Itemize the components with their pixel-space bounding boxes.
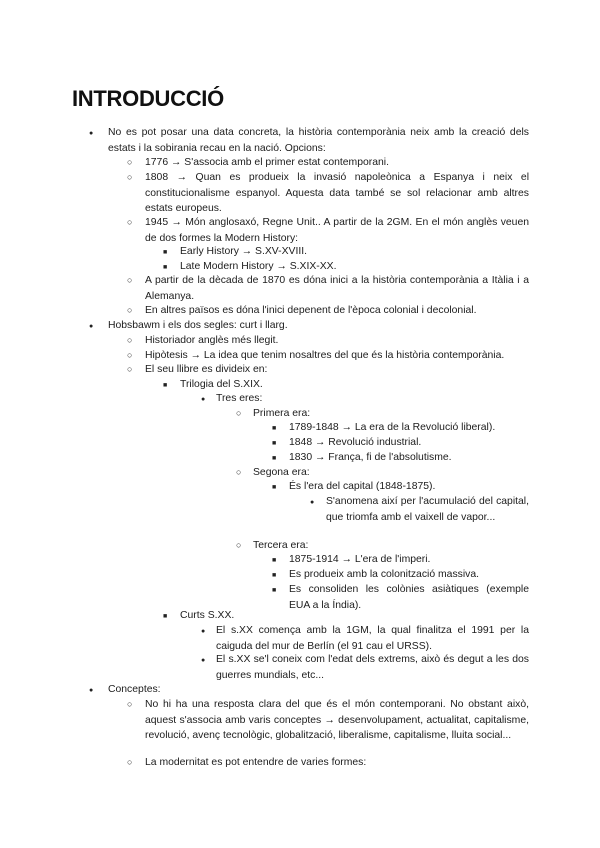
bullet-circle-icon	[127, 333, 132, 349]
list-item: Early History → S.XV-XVIII.	[180, 246, 308, 257]
list-item: Hipòtesis → La idea que tenim nosaltres del que és la història contemporània.	[145, 350, 505, 361]
bullet-circle-icon	[127, 155, 132, 171]
bullet-disc-icon	[89, 682, 93, 699]
list-item: Es produeix amb la colonització massiva.	[289, 569, 480, 580]
list-item: Curts S.XX.	[180, 610, 235, 621]
bullet-circle-icon	[236, 406, 241, 422]
bullet-circle-icon	[127, 755, 132, 771]
bullet-circle-icon	[236, 538, 241, 554]
bullet-circle-icon	[127, 273, 132, 289]
bullet-disc-icon	[201, 652, 205, 669]
list-item: 1875-1914 → L'era de l'imperi.	[289, 554, 431, 565]
list-item: 1848 → Revolució industrial.	[289, 437, 422, 448]
list-item: Tres eres:	[216, 393, 263, 404]
bullet-circle-icon	[127, 215, 132, 231]
bullet-circle-icon	[236, 465, 241, 481]
list-item: En altres països es dóna l'inici depenent de l'època colonial i decolonial.	[145, 305, 477, 316]
list-item: 1776 → S'associa amb el primer estat contemporani.	[145, 157, 389, 168]
list-item: La modernitat es pot entendre de varies formes:	[145, 757, 367, 768]
list-item: 1808 → Quan es produeix la invasió napoleònica a Espanya i neix el constitucionalisme espanyol. Aquesta data també se sol relacionar amb altres estats europeus.	[145, 172, 529, 215]
list-item: No es pot posar una data concreta, la història contemporània neix amb la creació dels estats i la sobirania recau en la nació. Opcions:	[108, 127, 529, 154]
list-item: Es consoliden les colònies asiàtiques (exemple EUA a la Índia).	[289, 584, 529, 611]
bullet-circle-icon	[127, 303, 132, 319]
bullet-disc-icon	[310, 494, 314, 511]
list-item: 1789-1848 → La era de la Revolució liberal).	[289, 422, 496, 433]
bullet-square-icon	[163, 377, 167, 394]
bullet-disc-icon	[89, 318, 93, 335]
list-item: El seu llibre es divideix en:	[145, 364, 268, 375]
list-item: El s.XX se'l coneix com l'edat dels extrems, això és degut a les dos guerres mundials, etc...	[216, 654, 529, 681]
list-item: No hi ha una resposta clara del que és el món contemporani. No obstant això, aquest s'associa amb varis conceptes → desenvolupament, actualitat, capitalisme, revolució, avenç tecnològic, globalització, liberalisme, capitalisme, lluita social...	[145, 699, 529, 742]
bullet-disc-icon	[89, 125, 93, 142]
list-item: Late Modern History → S.XIX-XX.	[180, 261, 337, 272]
bullet-circle-icon	[127, 362, 132, 378]
bullet-disc-icon	[201, 623, 205, 640]
list-item: És l'era del capital (1848-1875).	[289, 481, 436, 492]
page-title: INTRODUCCIÓ	[72, 86, 224, 111]
list-item: Hobsbawm i els dos segles: curt i llarg.	[108, 320, 288, 331]
bullet-circle-icon	[127, 170, 132, 186]
bullet-square-icon	[163, 608, 167, 625]
list-item: Primera era:	[253, 408, 311, 419]
bullet-circle-icon	[127, 697, 132, 713]
bullet-square-icon	[272, 582, 276, 599]
bullet-disc-icon	[201, 391, 205, 408]
bullet-square-icon	[272, 479, 276, 496]
list-item: 1945 → Món anglosaxó, Regne Unit.. A partir de la 2GM. En el món anglès veuen de dos formes la Modern History:	[145, 217, 529, 244]
list-item: Segona era:	[253, 467, 310, 478]
list-item: 1830 → França, fi de l'absolutisme.	[289, 452, 452, 463]
list-item: Historiador anglès més llegit.	[145, 335, 279, 346]
list-item: Trilogia del S.XIX.	[180, 379, 263, 390]
list-item: El s.XX comença amb la 1GM, la qual finalitza el 1991 per la caiguda del mur de Berlín (el 91 cau el URSS).	[216, 625, 529, 652]
list-item: Conceptes:	[108, 684, 161, 695]
list-item: Tercera era:	[253, 540, 309, 551]
list-item: A partir de la dècada de 1870 es dóna inici a la història contemporània a Itàlia i a Alemanya.	[145, 275, 529, 302]
list-item: S'anomena així per l'acumulació del capital, que triomfa amb el vaixell de vapor...	[326, 496, 529, 523]
